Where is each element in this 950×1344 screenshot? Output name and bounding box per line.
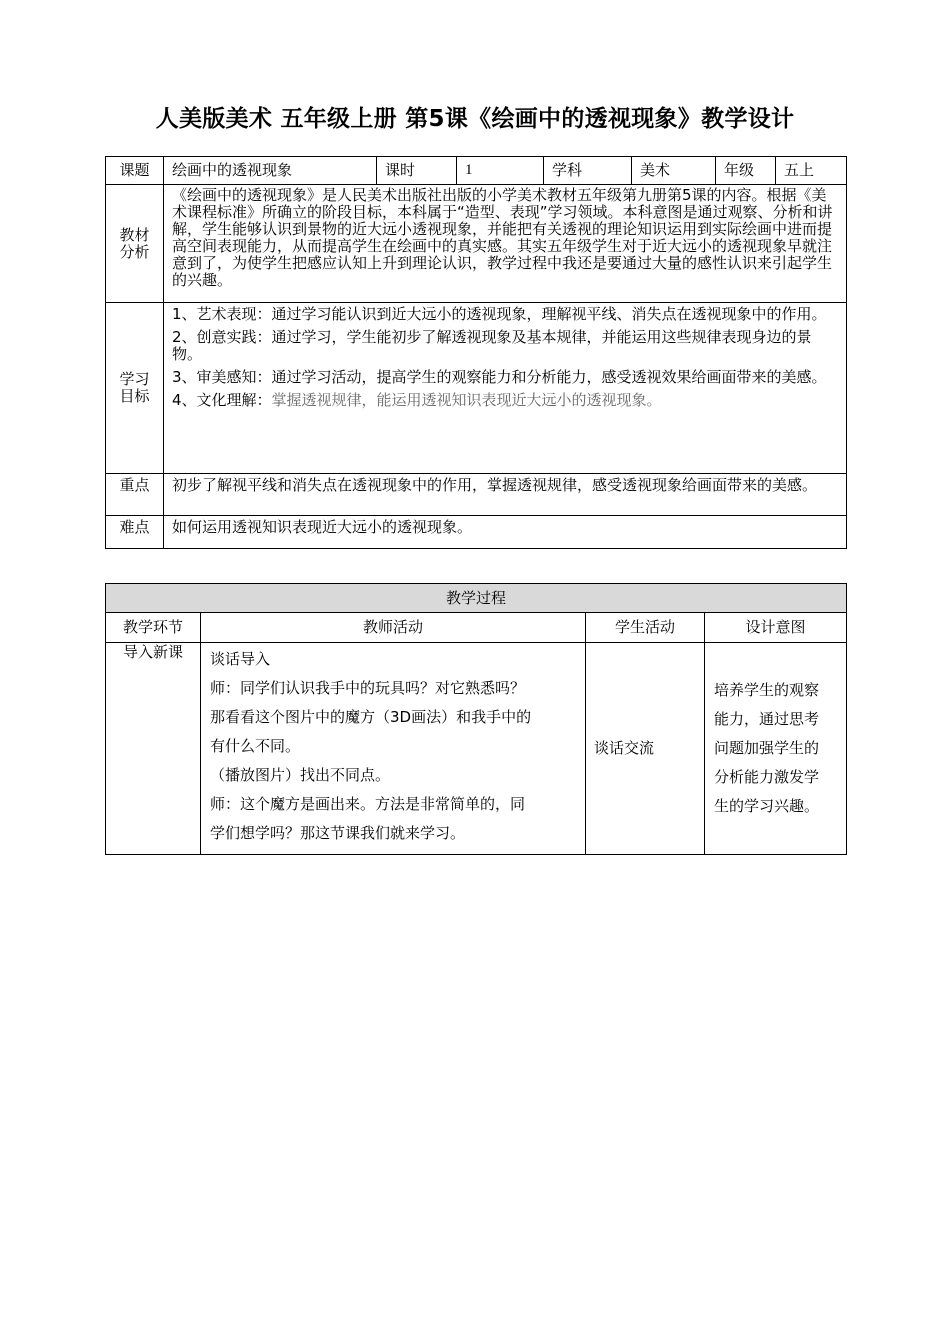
design-line: 培养学生的观察 — [714, 681, 820, 699]
analysis-label — [106, 185, 164, 303]
goals-label-line2: 目标 — [119, 387, 150, 405]
goals-label-line1: 学习 — [119, 370, 150, 388]
teacher-line: 有什么不同。 — [210, 737, 301, 755]
info-row-goals — [106, 303, 847, 474]
info-row-key — [106, 474, 847, 516]
goal-item: 1、艺术表现：通过学习能认识到近大远小的透视现象，理解视平线、消失点在透视现象中的作用。 — [172, 305, 827, 323]
design-line: 分析能力激发学 — [714, 768, 820, 786]
teacher-line: 那看看这个图片中的魔方（3D画法）和我手中的 — [210, 708, 532, 726]
info-row-basic — [106, 157, 847, 185]
teacher-line: 师：这个魔方是画出来。方法是非常简单的，同 — [210, 795, 526, 813]
lesson-info-table — [105, 156, 847, 549]
stage-cell: 导入新课 — [106, 643, 201, 855]
info-row-analysis — [106, 185, 847, 303]
subject-value: 美术 — [632, 157, 716, 185]
analysis-label-line2: 分析 — [119, 242, 150, 261]
goals-label — [106, 303, 164, 474]
teacher-line: 学们想学吗？那这节课我们就来学习。 — [210, 824, 466, 842]
hours-value: 1 — [457, 157, 544, 185]
topic-value: 绘画中的透视现象 — [164, 157, 377, 185]
teacher-activity-cell — [201, 643, 586, 855]
analysis-label-line1: 教材 — [119, 225, 150, 244]
goal-4-label: 4、文化理解： — [172, 391, 272, 409]
design-line: 能力，通过思考 — [714, 710, 820, 728]
column-header: 教学环节 — [106, 613, 201, 643]
key-text: 初步了解视平线和消失点在透视现象中的作用，掌握透视规律，感受透视现象给画面带来的美感。 — [164, 474, 847, 516]
info-row-difficulty — [106, 516, 847, 549]
process-header: 教学过程 — [106, 584, 847, 613]
key-label: 重点 — [106, 474, 164, 516]
difficulty-label: 难点 — [106, 516, 164, 549]
page-title: 人美版美术 五年级上册 第5课《绘画中的透视现象》教学设计 — [155, 106, 795, 132]
design-line: 问题加强学生的 — [714, 739, 820, 757]
goals-list — [164, 303, 847, 474]
column-header: 设计意图 — [705, 613, 847, 643]
teacher-line: （播放图片）找出不同点。 — [210, 766, 391, 784]
student-activity-cell: 谈话交流 — [586, 643, 705, 855]
analysis-text: 《绘画中的透视现象》是人民美术出版社出版的小学美术教材五年级第九册第5课的内容。根据《美术课程标准》所确立的阶段目标，本科属于“造型、表现”学习领域。本科意图是通过观察、分析和讲解，学生能够认识到景物的近大远小透视现象，并能把有关透视的理论知识运用到实际绘画中进而提高空间表现能力，从而提高学生在绘画中的真实感。其实五年级学生对于近大远小的透视现象早就注意到了，为使学生把感应认知上升到理论认识，教学过程中我还是要通过大量的感性认识来引起学生的兴趣。 — [164, 185, 847, 303]
process-header-row — [106, 584, 847, 613]
column-header: 教师活动 — [201, 613, 586, 643]
column-header: 学生活动 — [586, 613, 705, 643]
difficulty-text: 如何运用透视知识表现近大远小的透视现象。 — [164, 516, 847, 549]
hours-label: 课时 — [377, 157, 457, 185]
process-columns-row — [106, 613, 847, 643]
goal-item: 2、创意实践：通过学习，学生能初步了解透视现象及基本规律，并能运用这些规律表现身边的景物。 — [172, 328, 812, 363]
design-intent-cell — [705, 643, 847, 855]
teacher-line: 谈话导入 — [210, 650, 271, 668]
table-row — [106, 643, 847, 855]
teaching-process-table — [105, 583, 847, 855]
goal-item — [172, 392, 838, 409]
subject-label: 学科 — [544, 157, 632, 185]
goal-item: 3、审美感知：通过学习活动，提高学生的观察能力和分析能力，感受透视效果给画面带来的美感。 — [172, 368, 827, 386]
goal-4-text: 掌握透视规律，能运用透视知识表现近大远小的透视现象。 — [271, 391, 662, 409]
grade-label: 年级 — [716, 157, 776, 185]
teacher-line: 师：同学们认识我手中的玩具吗？对它熟悉吗？ — [210, 679, 526, 697]
grade-value: 五上 — [776, 157, 847, 185]
design-line: 生的学习兴趣。 — [714, 797, 820, 815]
topic-label: 课题 — [106, 157, 164, 185]
